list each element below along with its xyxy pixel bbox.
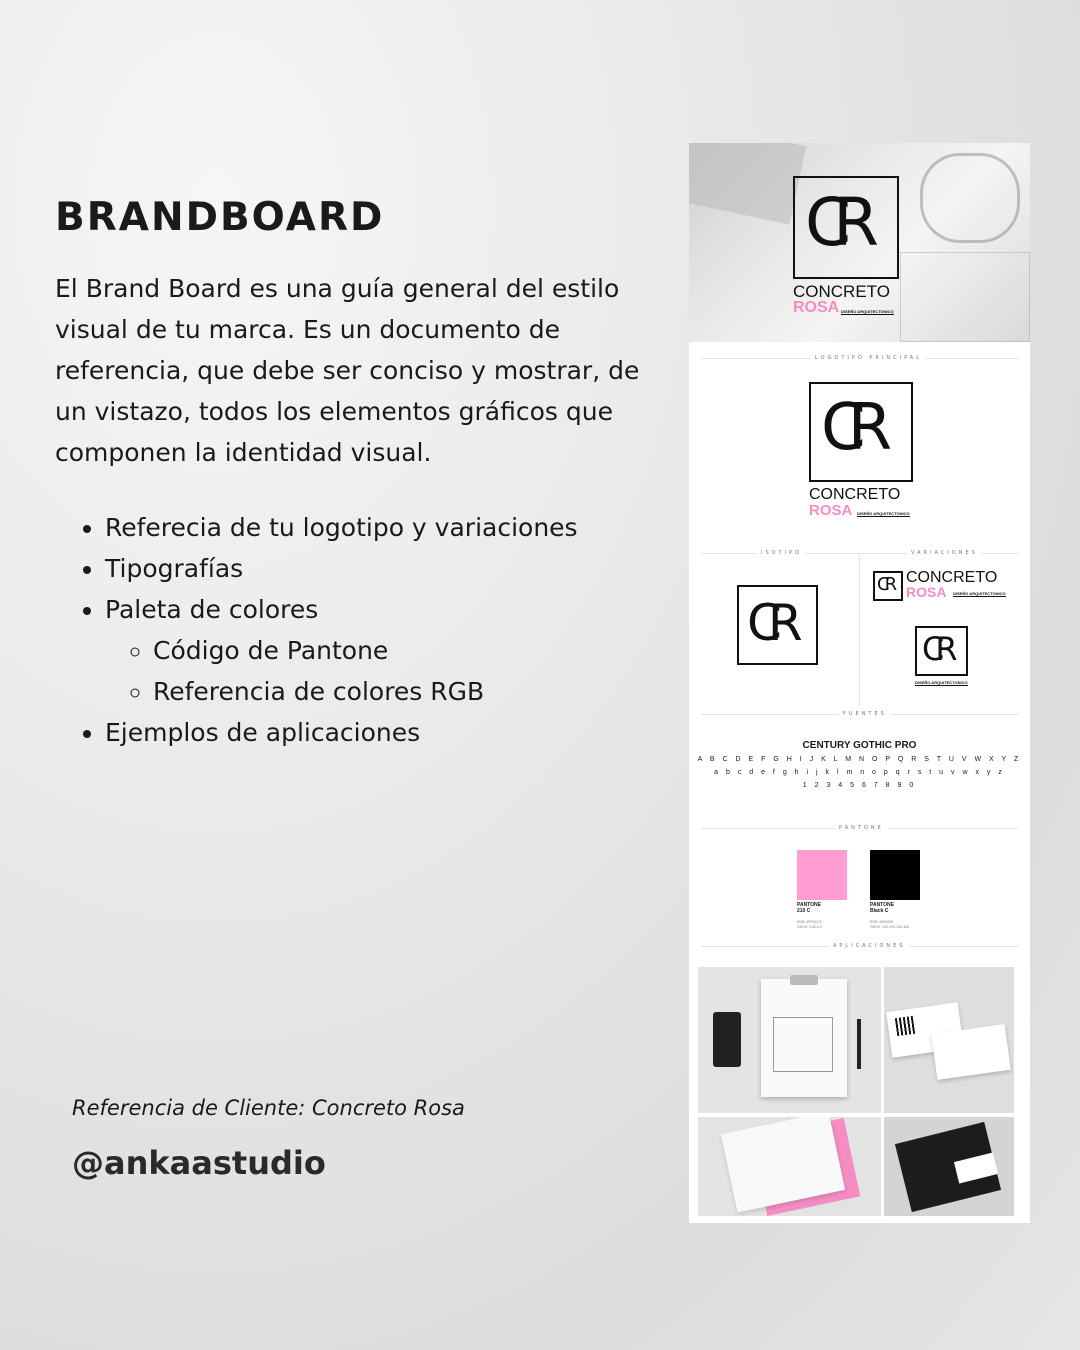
font-name: CENTURY GOTHIC PRO [802,740,917,751]
list-item: • Referecia de tu logotipo y variaciones [105,507,655,548]
brand-tagline: DISEÑO ARQUITECTONICO [841,309,894,314]
monogram: CR [922,630,949,668]
brand-word-rosa: ROSA [906,584,947,600]
mockup-clipboard [698,967,881,1113]
brand-board [689,143,1030,1223]
social-handle: @ankaastudio [72,1144,326,1182]
black-swatch [870,850,920,900]
pink-swatch-values: RGB: #FF9CCF CMYK: 0-32-0-0 [797,920,823,929]
mockup-business-cards [884,967,1014,1113]
list-item: • Ejemplos de aplicaciones [105,712,655,753]
brand-word-concreto: CONCRETO [809,486,901,503]
black-swatch-label: PANTONE Black C [870,902,894,914]
intro-paragraph: El Brand Board es una guía general del estilo visual de tu marca. Es un documento de referencia, que debe ser conciso y mostrar, de un vistazo, todos los elementos gráficos que componen la identidad visual. [55,274,640,467]
page-title: BRANDBOARD [55,195,385,240]
black-swatch-values: RGB: #000000 CMYK: 100-100-100-100 [870,920,909,929]
brand-tagline: DISEÑO ARQUITECTONICO [857,511,910,516]
brand-tagline: DISEÑO ARQUITECTONICO [953,591,1006,596]
brand-word-concreto: CONCRETO [906,569,998,586]
section-label-aplicaciones: APLICACIONES [829,943,910,949]
section-label-variaciones: VARIACIONES [907,550,982,556]
pink-swatch-label: PANTONE 210 C [797,902,821,914]
pink-swatch [797,850,847,900]
text-column [55,195,655,753]
hero-image [689,143,1030,342]
section-label-pantone: PANTONE [835,825,888,831]
brand-word-rosa: ROSA [809,502,853,519]
section-label-isotipo: ISOTIPO [757,550,806,556]
brand-word-rosa: ROSA [793,299,840,316]
brand-tagline: DISEÑO ARQUITECTONICO [915,680,968,685]
feature-list [105,507,655,753]
brand-word-concreto: CONCRETO [793,282,890,301]
sub-list [153,630,655,712]
font-lowercase: a b c d e f g h i j k l m n o p q r s t u v w x y z [714,769,1005,776]
section-label-fuentes: FUENTES [839,711,891,717]
list-item: • Paleta de colores ◦ Código de Pantone ◦ Referencia de colores RGB [105,589,655,712]
client-reference: Referencia de Cliente: Concreto Rosa [72,1096,465,1120]
section-label-logo: LOGOTIPO PRINCIPAL [811,355,926,361]
list-item: ◦ Referencia de colores RGB [153,671,655,712]
list-item: ◦ Código de Pantone [153,630,655,671]
mockup-folder [884,1117,1014,1216]
monogram: CR [805,184,861,261]
monogram: CR [747,594,789,652]
monogram: CR [821,391,875,465]
font-digits: 1 2 3 4 5 6 7 8 9 0 [802,782,917,789]
list-item: • Tipografías [105,548,655,589]
font-uppercase: A B C D E F G H I J K L M N O P Q R S T U V W X Y Z [697,756,1022,763]
mockup-letterhead [698,1117,881,1216]
monogram: CR [877,574,893,595]
